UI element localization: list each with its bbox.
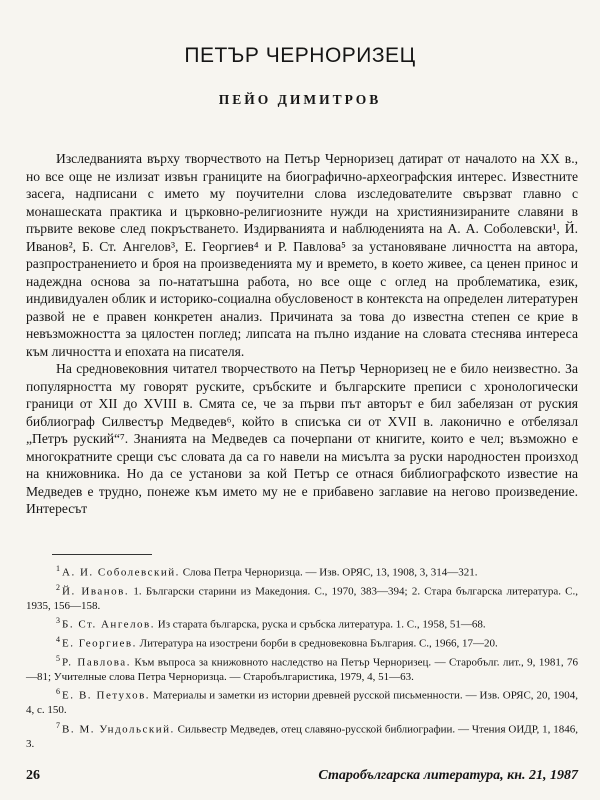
footnote-text: Сильвестр Медведев, отец славяно-русской библиографии. — Чтения ОИДР, 1, 1846, 3. (26, 723, 579, 750)
footnote-divider (52, 554, 152, 555)
footnote-text: Материалы и заметки из истории древней русской письменности. — Изв. ОРЯС, 20, 1904, 4, с. 150. (26, 690, 579, 717)
footnote (26, 685, 578, 717)
footnote-author: Е. В. Петухов. (62, 690, 151, 703)
footnote (26, 581, 578, 613)
footnote-author: Й. Иванов. (62, 585, 130, 598)
footnote-author: Б. Ст. Ангелов. (62, 618, 156, 631)
footnote-author: Е. Георгиев. (62, 637, 137, 650)
footnotes (26, 562, 578, 752)
footnote (26, 562, 578, 580)
footnote-number: 5 (56, 654, 60, 664)
footnote-number: 7 (56, 720, 60, 730)
footnote-number: 2 (56, 582, 60, 592)
footnote-author: Р. Павлова. (62, 656, 131, 669)
footnote-text: Литература на изострени борби в средновековна България. С., 1966, 17—20. (139, 637, 498, 650)
footnote-number: 4 (56, 635, 60, 645)
footnote-text: 1. Български старини из Македония. С., 1970, 383—394; 2. Стара българска литература. С., 1935, 156—158. (26, 585, 579, 612)
footnote (26, 652, 578, 684)
footnote-text: Из старата българска, руска и сръбска литература. 1. С., 1958, 51—68. (157, 618, 486, 631)
body-paragraph: На средновековния читател творчеството на Петър Черноризец не е било неизвестно. За популярността му говорят руските, сръбските и българските преписи с хронологически граници от XII до XVIII в. Смята се, че за първи път авторът е бил забелязан от руския библиограф Силвестър Медведев⁶, който в списъка си от XVII в. лаконично е отбелязал „Петръ руский“⁷. Знанията на Медведев са почерпани от книгите, които е чел; възможно е многократните срещи със словата да са го навели на мисълта за руски народностен произход на книжовника. Но да се установи за кой Петър се отнася библиографското известие на Медведев е трудно, понеже към името му не е прибавено заглавие на негово произведение. Интересът (26, 361, 578, 516)
footnote-text: Слова Петра Черноризца. — Изв. ОРЯС, 13, 1908, 3, 314—321. (182, 566, 478, 579)
footnote (26, 633, 578, 651)
journal-citation: Старобългарска литература, кн. 21, 1987 (318, 768, 578, 783)
footnote (26, 614, 578, 632)
footnote-author: В. М. Ундольский. (62, 723, 175, 736)
footnote-number: 6 (56, 687, 60, 697)
page-number: 26 (26, 768, 40, 783)
article-author: ПЕЙО ДИМИТРОВ (218, 92, 382, 107)
footnote-number: 1 (56, 564, 60, 573)
footnote-number: 3 (56, 616, 60, 626)
article-body (26, 150, 578, 518)
footnote-text: Към въпроса за книжовното наследство на Петър Черноризец. — Старобълг. лит., 9, 1981, 76—81; Учителные слова Петра Черноризца. — Старобългаристика, 1979, 4, 51—63. (26, 656, 578, 684)
body-paragraph: Изследванията върху творчеството на Петър Черноризец датират от началото на XX в., но все още не излизат извън границите на биографично-археографския интерес. Известните засега, надписани с името му поучителни слова изследователите свързват главно с монашеската практика и църковно-религиозните нужди на християнизираните славяни в първите векове след покръстването. Издирванията и наблюденията на А. А. Соболевски¹, Й. Иванов², Б. Ст. Ангелов³, Е. Георгиев⁴ и Р. Павлова⁵ за установяване личността на автора, разпространението и броя на произведенията му и времето, в което живее, са ценен принос и надеждна основа за по-нататъшна работа, но все още с оглед на проблематика, език, индивидуален облик и историко-социална обусловеност в контекста на определен литературен развой не е правен конкретен анализ. Причината за това до известна степен се крие в невъзможността за цялостен поглед; липсата на пълно издание на словата стеснява интереса към личността и епохата на писателя. (26, 151, 578, 359)
footnote (26, 719, 578, 751)
footnote-author: А. И. Соболевский. (62, 566, 180, 579)
article-title: ПЕТЪР ЧЕРНОРИЗЕЦ (184, 44, 416, 67)
